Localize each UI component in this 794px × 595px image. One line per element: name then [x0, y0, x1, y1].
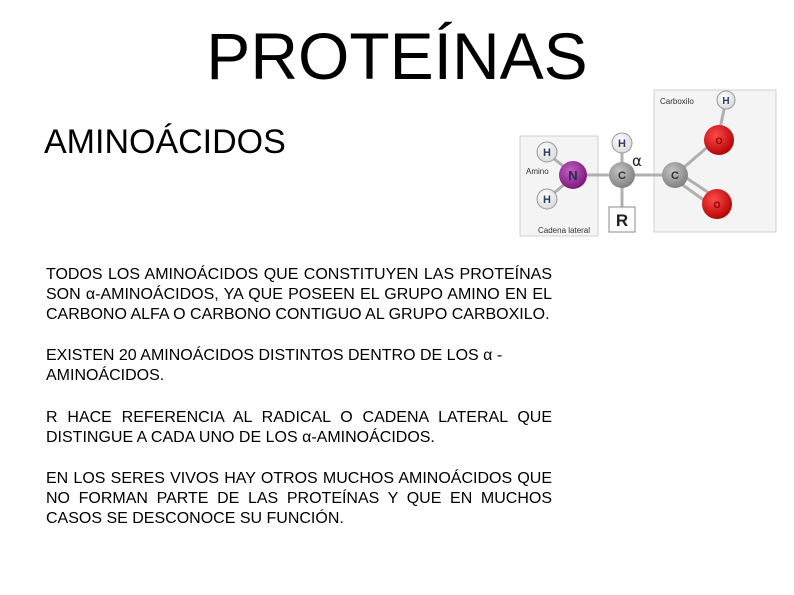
paragraph-other-amino-acids: EN LOS SERES VIVOS HAY OTROS MUCHOS AMINOÁCIDOS QUE NO FORMAN PARTE DE LAS PROTEÍNAS Y QUE EN MUCHOS CASOS SE DESCONOCE SU FUNCIÓN.: [46, 470, 552, 527]
hydrogen-atom-amino-top-label: H: [543, 147, 551, 159]
amino-acid-structure-diagram: [518, 88, 778, 240]
carboxyl-carbon-atom-label: C: [671, 170, 679, 182]
paragraph-alpha-amino-acids: TODOS LOS AMINOÁCIDOS QUE CONSTITUYEN LAS PROTEÍNAS SON α-AMINOÁCIDOS, YA QUE POSEEN EL GRUPO AMINO EN EL CARBONO ALFA O CARBONO CONTIGUO AL GRUPO CARBOXILO.: [46, 266, 552, 323]
paragraph-radical-r: R HACE REFERENCIA AL RADICAL O CADENA LATERAL QUE DISTINGUE A CADA UNO DE LOS α-AMINOÁCIDOS.: [46, 409, 552, 446]
r-side-chain-label: R: [615, 211, 629, 230]
body-text: [46, 265, 552, 529]
hydrogen-atom-amino-bottom-label: H: [543, 194, 551, 206]
oxygen-atom-carbonyl-label: O: [713, 200, 721, 210]
amino-label: Amino: [526, 167, 549, 176]
alpha-label: α: [632, 152, 642, 170]
oxygen-atom-hydroxyl-label: O: [715, 136, 723, 146]
carboxilo-label: Carboxilo: [660, 97, 694, 106]
amino-group-box: [520, 136, 598, 236]
cadena-lateral-label: Cadena lateral: [538, 226, 591, 235]
alpha-carbon-atom-label: C: [618, 170, 626, 182]
hydrogen-atom-alpha-label: H: [618, 138, 626, 150]
slide-subtitle: AMINOÁCIDOS: [44, 123, 286, 161]
slide-title: PROTEÍNAS: [206, 19, 588, 93]
nitrogen-atom-label: N: [568, 168, 578, 183]
paragraph-twenty-amino-acids: EXISTEN 20 AMINOÁCIDOS DISTINTOS DENTRO DE LOS α -AMINOÁCIDOS.: [46, 347, 503, 384]
hydrogen-atom-carboxyl-label: H: [722, 96, 730, 107]
